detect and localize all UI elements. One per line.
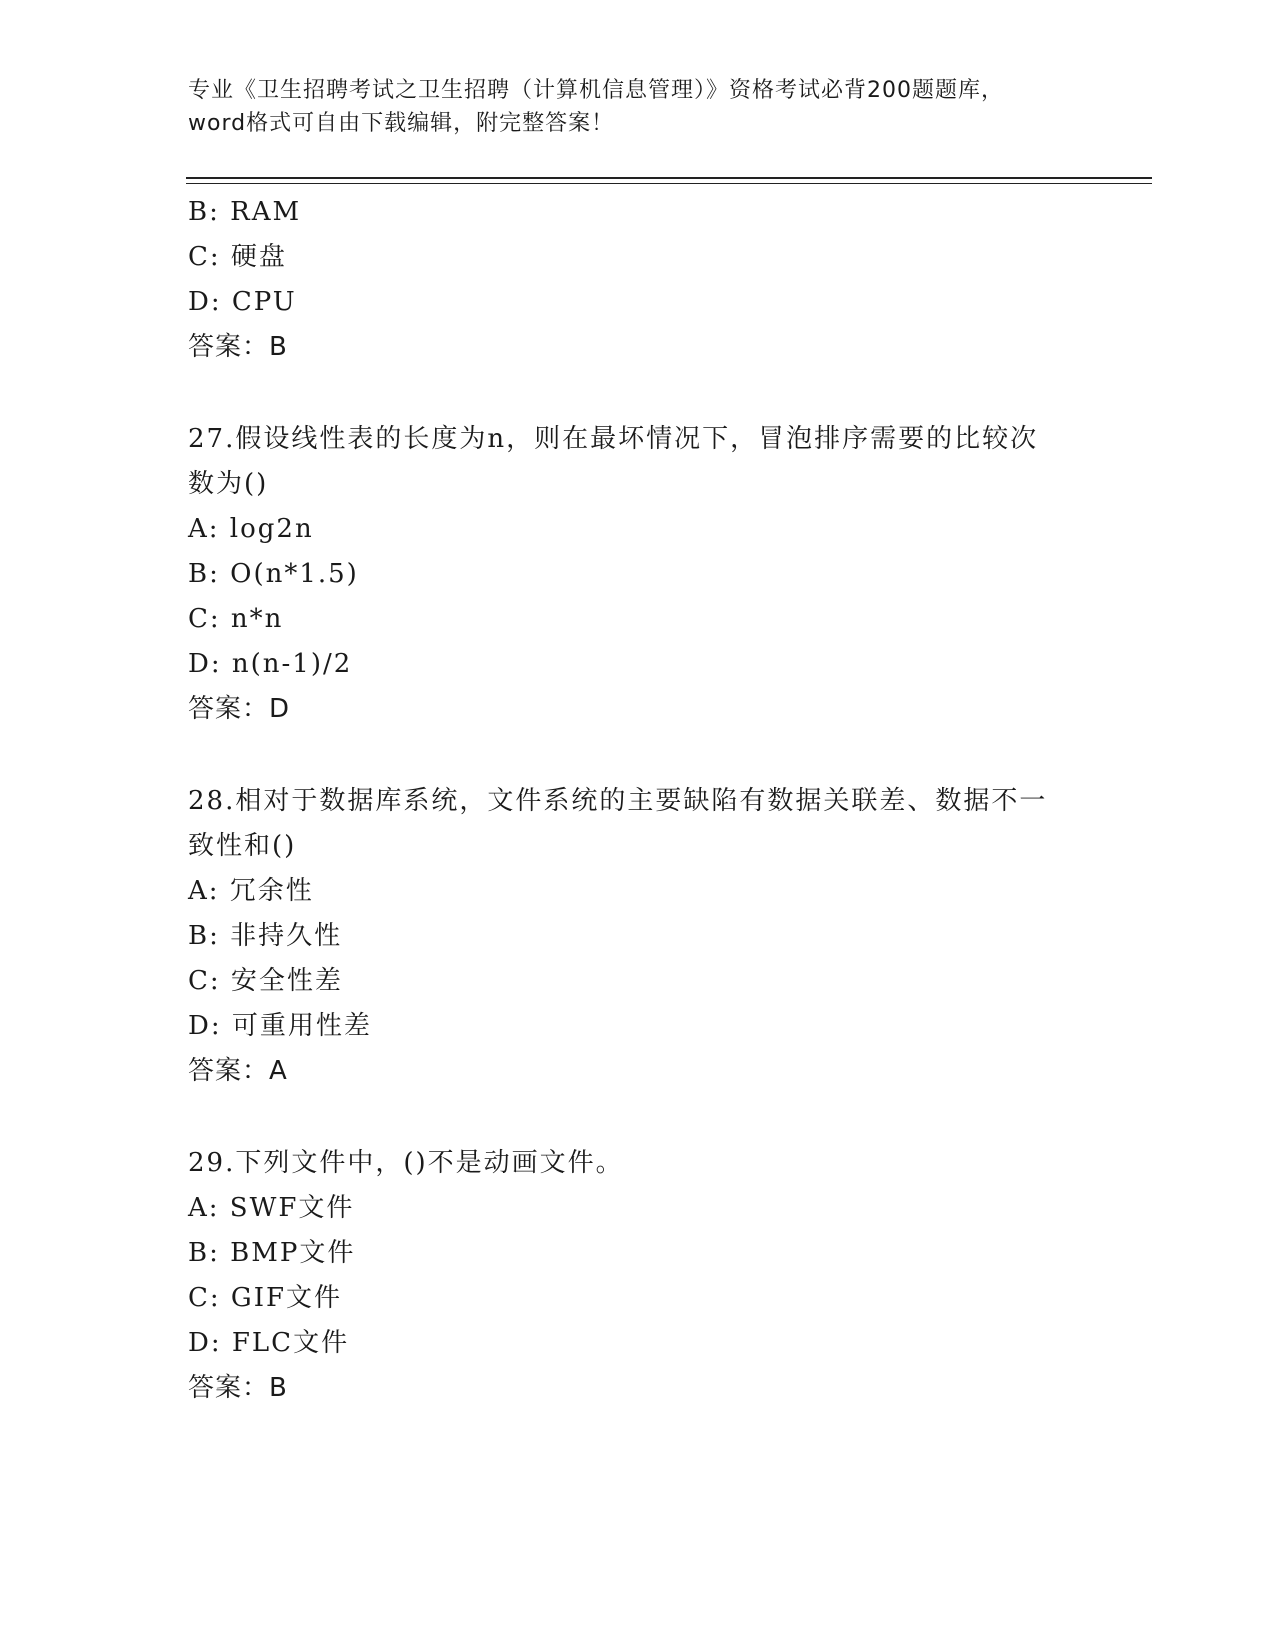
question-list <box>188 190 1088 1411</box>
option-d: D: FLC文件 <box>188 1328 350 1358</box>
answer-line: 答案：A <box>188 1056 288 1086</box>
question-spacer <box>188 370 1088 417</box>
answer-line: 答案：B <box>188 332 288 362</box>
answer-line: 答案：D <box>188 694 291 724</box>
option-a: A: log2n <box>188 514 314 544</box>
option-c: C: GIF文件 <box>188 1283 342 1313</box>
question-stem-line-1: 28.相对于数据库系统，文件系统的主要缺陷有数据关联差、数据不一 <box>188 786 1048 816</box>
question-stem-line-2: 数为() <box>188 469 269 499</box>
question-29 <box>188 1141 1088 1411</box>
option-c: C: 硬盘 <box>188 242 287 272</box>
option-c: C: n*n <box>188 604 284 634</box>
document-header <box>188 74 1088 140</box>
header-title-line-1: 专业《卫生招聘考试之卫生招聘（计算机信息管理）》资格考试必背200题题库， <box>188 78 1004 103</box>
question-stem-line-2: 致性和() <box>188 831 297 861</box>
option-b: B: BMP文件 <box>188 1238 356 1268</box>
option-d: D: CPU <box>188 287 297 317</box>
question-28 <box>188 779 1088 1094</box>
header-title-line-2: word格式可自由下载编辑，附完整答案！ <box>188 111 615 136</box>
option-b: B: 非持久性 <box>188 921 343 951</box>
question-27 <box>188 417 1088 732</box>
option-c: C: 安全性差 <box>188 966 343 996</box>
question-spacer <box>188 732 1088 779</box>
header-divider-thin <box>186 183 1152 184</box>
option-b: B: RAM <box>188 197 302 227</box>
header-divider-thick <box>186 177 1152 179</box>
option-d: D: n(n-1)/2 <box>188 649 353 679</box>
option-d: D: 可重用性差 <box>188 1011 372 1041</box>
question-stem-line-1: 27.假设线性表的长度为n，则在最坏情况下，冒泡排序需要的比较次 <box>188 424 1039 454</box>
option-a: A: 冗余性 <box>188 876 314 906</box>
question-spacer <box>188 1094 1088 1141</box>
option-a: A: SWF文件 <box>188 1193 355 1223</box>
option-b: B: O(n*1.5) <box>188 559 359 589</box>
question-26-tail <box>188 190 1088 370</box>
question-stem-line-1: 29.下列文件中，()不是动画文件。 <box>188 1148 624 1178</box>
answer-line: 答案：B <box>188 1373 288 1403</box>
